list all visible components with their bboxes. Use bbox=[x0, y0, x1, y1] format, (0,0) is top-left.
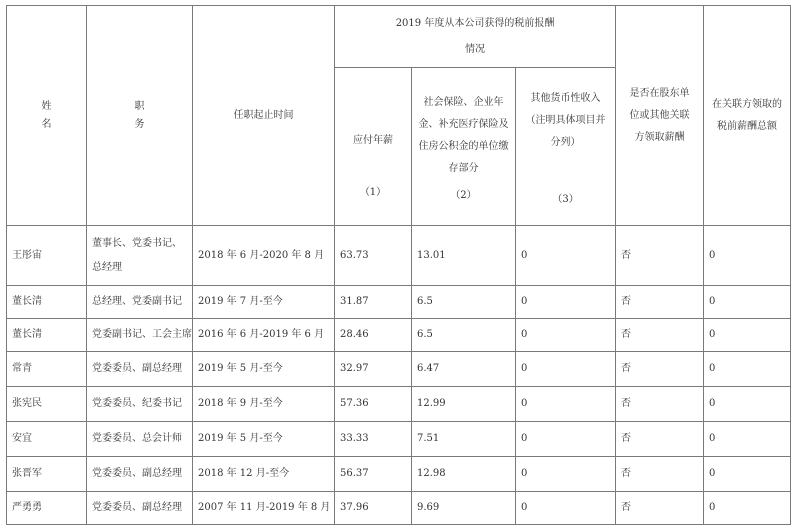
cell-name: 董长清 bbox=[7, 286, 87, 319]
cell-term: 2019 年 7 月-至今 bbox=[193, 286, 335, 319]
cell-salary: 57.36 bbox=[335, 387, 412, 422]
cell-insurance: 13.01 bbox=[412, 226, 516, 286]
cell-position: 党委委员、副总经理 bbox=[87, 457, 193, 492]
cell-salary: 33.33 bbox=[335, 422, 412, 457]
cell-other: 0 bbox=[516, 492, 616, 525]
cell-term: 2016 年 6 月-2019 年 6 月 bbox=[193, 319, 335, 352]
cell-related-total: 0 bbox=[704, 352, 791, 387]
cell-term: 2018 年 6 月-2020 年 8 月 bbox=[193, 226, 335, 286]
cell-related-total: 0 bbox=[704, 457, 791, 492]
cell-salary: 56.37 bbox=[335, 457, 412, 492]
compensation-table-container bbox=[6, 5, 791, 525]
header-position-char-2: 务 bbox=[134, 118, 145, 130]
header-position bbox=[87, 6, 193, 226]
cell-name: 董长清 bbox=[7, 319, 87, 352]
cell-related: 否 bbox=[616, 457, 704, 492]
header-related: 是否在股东单位或其他关联方领取薪酬 bbox=[616, 6, 704, 226]
table-row bbox=[7, 352, 791, 387]
cell-name: 王彤宙 bbox=[7, 226, 87, 286]
header-group-title: 2019 年度从本公司获得的税前报酬 bbox=[395, 17, 555, 29]
cell-term: 2019 年 5 月-至今 bbox=[193, 422, 335, 457]
header-row-1 bbox=[7, 6, 791, 68]
cell-term: 2019 年 5 月-至今 bbox=[193, 352, 335, 387]
cell-name: 安宜 bbox=[7, 422, 87, 457]
cell-position-text: 董事长、党委书记、总经理 bbox=[92, 237, 182, 273]
cell-related: 否 bbox=[616, 422, 704, 457]
cell-other: 0 bbox=[516, 319, 616, 352]
cell-insurance: 7.51 bbox=[412, 422, 516, 457]
cell-related-total: 0 bbox=[704, 387, 791, 422]
table-row bbox=[7, 457, 791, 492]
cell-other: 0 bbox=[516, 286, 616, 319]
cell-other: 0 bbox=[516, 387, 616, 422]
compensation-table bbox=[6, 5, 791, 525]
header-other bbox=[516, 68, 616, 226]
cell-insurance: 9.69 bbox=[412, 492, 516, 525]
cell-salary: 37.96 bbox=[335, 492, 412, 525]
table-row bbox=[7, 492, 791, 525]
cell-insurance: 6.5 bbox=[412, 286, 516, 319]
header-other-label: 其他货币性收入（注明具体项目并分列） bbox=[525, 92, 606, 148]
cell-insurance: 12.99 bbox=[412, 387, 516, 422]
cell-name: 常青 bbox=[7, 352, 87, 387]
header-name-char-1: 姓 bbox=[41, 100, 52, 112]
cell-related: 否 bbox=[616, 286, 704, 319]
header-salary-label: 应付年薪 bbox=[353, 134, 393, 146]
cell-other: 0 bbox=[516, 226, 616, 286]
header-term: 任职起止时间 bbox=[193, 6, 335, 226]
cell-related: 否 bbox=[616, 492, 704, 525]
cell-related-total: 0 bbox=[704, 492, 791, 525]
cell-position: 党委委员、副总经理 bbox=[87, 492, 193, 525]
header-insurance-label: 社会保险、企业年金、补充医疗保险及住房公积金的单位缴存部分 bbox=[418, 96, 509, 174]
header-name bbox=[7, 6, 87, 226]
cell-other: 0 bbox=[516, 422, 616, 457]
cell-related: 否 bbox=[616, 226, 704, 286]
cell-related: 否 bbox=[616, 387, 704, 422]
header-related-total: 在关联方领取的税前薪酬总额 bbox=[704, 6, 791, 226]
table-row bbox=[7, 387, 791, 422]
cell-position: 党委委员、总会计师 bbox=[87, 422, 193, 457]
cell-salary: 32.97 bbox=[335, 352, 412, 387]
cell-position: 党委委员、副总经理 bbox=[87, 352, 193, 387]
cell-name: 严勇勇 bbox=[7, 492, 87, 525]
cell-insurance: 6.5 bbox=[412, 319, 516, 352]
cell-related: 否 bbox=[616, 319, 704, 352]
cell-position: 党委委员、纪委书记 bbox=[87, 387, 193, 422]
cell-insurance: 12.98 bbox=[412, 457, 516, 492]
header-salary-num: （1） bbox=[359, 186, 387, 198]
table-row bbox=[7, 286, 791, 319]
cell-related-total: 0 bbox=[704, 286, 791, 319]
cell-related-total: 0 bbox=[704, 319, 791, 352]
table-row bbox=[7, 319, 791, 352]
header-group-subtitle: 情况 bbox=[465, 43, 486, 55]
cell-position: 党委副书记、工会主席 bbox=[87, 319, 193, 352]
table-row bbox=[7, 226, 791, 286]
cell-related-total: 0 bbox=[704, 422, 791, 457]
cell-salary: 28.46 bbox=[335, 319, 412, 352]
table-row bbox=[7, 422, 791, 457]
header-position-char-1: 职 bbox=[134, 100, 145, 112]
cell-salary: 31.87 bbox=[335, 286, 412, 319]
header-insurance-num: （2） bbox=[450, 189, 477, 201]
cell-salary: 63.73 bbox=[335, 226, 412, 286]
cell-term: 2007 年 11 月-2019 年 8 月 bbox=[193, 492, 335, 525]
cell-name: 张宪民 bbox=[7, 387, 87, 422]
cell-other: 0 bbox=[516, 457, 616, 492]
header-other-num: （3） bbox=[552, 193, 579, 205]
cell-term: 2018 年 9 月-至今 bbox=[193, 387, 335, 422]
cell-insurance: 6.47 bbox=[412, 352, 516, 387]
header-group bbox=[335, 6, 616, 68]
cell-related-total: 0 bbox=[704, 226, 791, 286]
cell-position bbox=[87, 226, 193, 286]
cell-related: 否 bbox=[616, 352, 704, 387]
header-salary bbox=[335, 68, 412, 226]
cell-term: 2018 年 12 月-至今 bbox=[193, 457, 335, 492]
cell-position: 总经理、党委副书记 bbox=[87, 286, 193, 319]
cell-name: 张晋军 bbox=[7, 457, 87, 492]
header-name-char-2: 名 bbox=[41, 118, 52, 130]
header-insurance bbox=[412, 68, 516, 226]
cell-other: 0 bbox=[516, 352, 616, 387]
